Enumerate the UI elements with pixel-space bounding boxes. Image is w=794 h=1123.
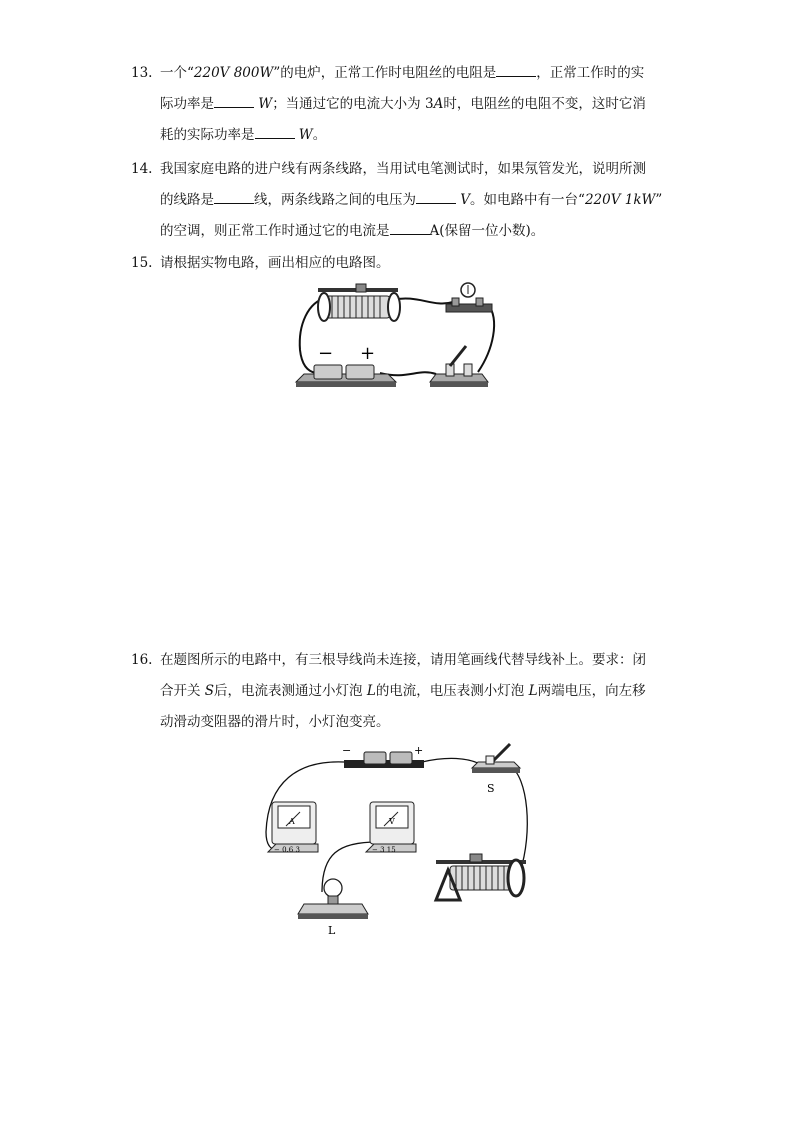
q15-circuit-figure bbox=[288, 280, 508, 395]
text: A(保留一位小数)。 bbox=[429, 223, 545, 239]
unit: W bbox=[258, 96, 273, 112]
unit: V bbox=[460, 192, 471, 208]
text: 的电流，电压表测小灯泡 bbox=[375, 683, 529, 699]
ammeter-icon bbox=[268, 802, 318, 854]
text: ，正常工作时的实 bbox=[536, 65, 645, 81]
text: ；当通过它的电流大小为 3 bbox=[272, 96, 434, 112]
text: 耗的实际功率是 bbox=[160, 127, 255, 143]
ammeter-letter: A bbox=[289, 817, 295, 826]
text: 后，电流表测通过小灯泡 bbox=[214, 683, 367, 699]
spec: 220V 800W bbox=[193, 65, 274, 81]
answer-blank[interactable] bbox=[214, 93, 254, 108]
text: 时，电阻丝的电阻不变，这时它消 bbox=[443, 96, 646, 112]
voltmeter-letter: V bbox=[389, 817, 395, 826]
question-number: 14. bbox=[131, 161, 153, 177]
unit: A bbox=[433, 96, 444, 112]
text: 。 bbox=[312, 127, 327, 143]
switch-label: S bbox=[487, 782, 495, 795]
question-number: 15. bbox=[131, 255, 153, 271]
text: 请根据实物电路，画出相应的电路图。 bbox=[160, 255, 390, 271]
ammeter-terminals: − 0.6 3 bbox=[274, 846, 300, 854]
spec: 220V 1kW bbox=[584, 192, 656, 208]
text: 我国家庭电路的进户线有两条线路，当用试电笔测试时，如果氖管发光，说明所测 bbox=[160, 161, 646, 177]
symbol: L bbox=[366, 683, 376, 699]
answer-blank[interactable] bbox=[255, 124, 295, 139]
text: 两端电压，向左移 bbox=[537, 683, 646, 699]
minus-label: − bbox=[318, 343, 334, 364]
minus-label: − bbox=[342, 744, 352, 757]
question-number: 13. bbox=[131, 65, 153, 81]
question-13 bbox=[131, 58, 671, 151]
text: ” bbox=[655, 192, 663, 208]
answer-blank[interactable] bbox=[214, 189, 254, 204]
q16-circuit-figure bbox=[258, 742, 538, 937]
text: 线，两条线路之间的电压为 bbox=[254, 192, 416, 208]
text: 在题图所示的电路中，有三根导线尚未连接，请用笔画线代替导线补上。要求：闭 bbox=[160, 652, 646, 668]
question-14 bbox=[131, 154, 671, 247]
battery-icon bbox=[296, 343, 396, 387]
text: 动滑动变阻器的滑片时，小灯泡变亮。 bbox=[160, 714, 390, 730]
answer-blank[interactable] bbox=[390, 220, 430, 235]
rheostat-icon bbox=[436, 854, 526, 900]
lamp-icon bbox=[446, 283, 492, 312]
voltmeter-icon bbox=[366, 802, 416, 854]
lamp-label: L bbox=[328, 924, 336, 937]
switch-icon bbox=[430, 346, 488, 387]
battery-icon bbox=[342, 744, 424, 768]
voltmeter-terminals: − 3 15 bbox=[372, 846, 396, 854]
symbol: L bbox=[528, 683, 538, 699]
plus-label: + bbox=[360, 343, 376, 364]
answer-blank[interactable] bbox=[496, 62, 536, 77]
symbol: S bbox=[204, 683, 215, 699]
question-16 bbox=[131, 645, 671, 738]
plus-label: + bbox=[414, 744, 424, 757]
question-number: 16. bbox=[131, 652, 153, 668]
text: ”的电炉，正常工作时电阻丝的电阻是 bbox=[273, 65, 497, 81]
text: 一个“ bbox=[160, 65, 194, 81]
text: 的空调，则正常工作时通过它的电流是 bbox=[160, 223, 390, 239]
rheostat-icon bbox=[318, 284, 400, 321]
switch-icon bbox=[472, 744, 520, 795]
lamp-icon bbox=[298, 879, 368, 937]
answer-blank[interactable] bbox=[416, 189, 456, 204]
text: 合开关 bbox=[160, 683, 205, 699]
unit: W bbox=[298, 127, 313, 143]
text: 的线路是 bbox=[160, 192, 214, 208]
question-15 bbox=[131, 248, 671, 279]
text: 。如电路中有一台“ bbox=[470, 192, 585, 208]
text: 际功率是 bbox=[160, 96, 214, 112]
